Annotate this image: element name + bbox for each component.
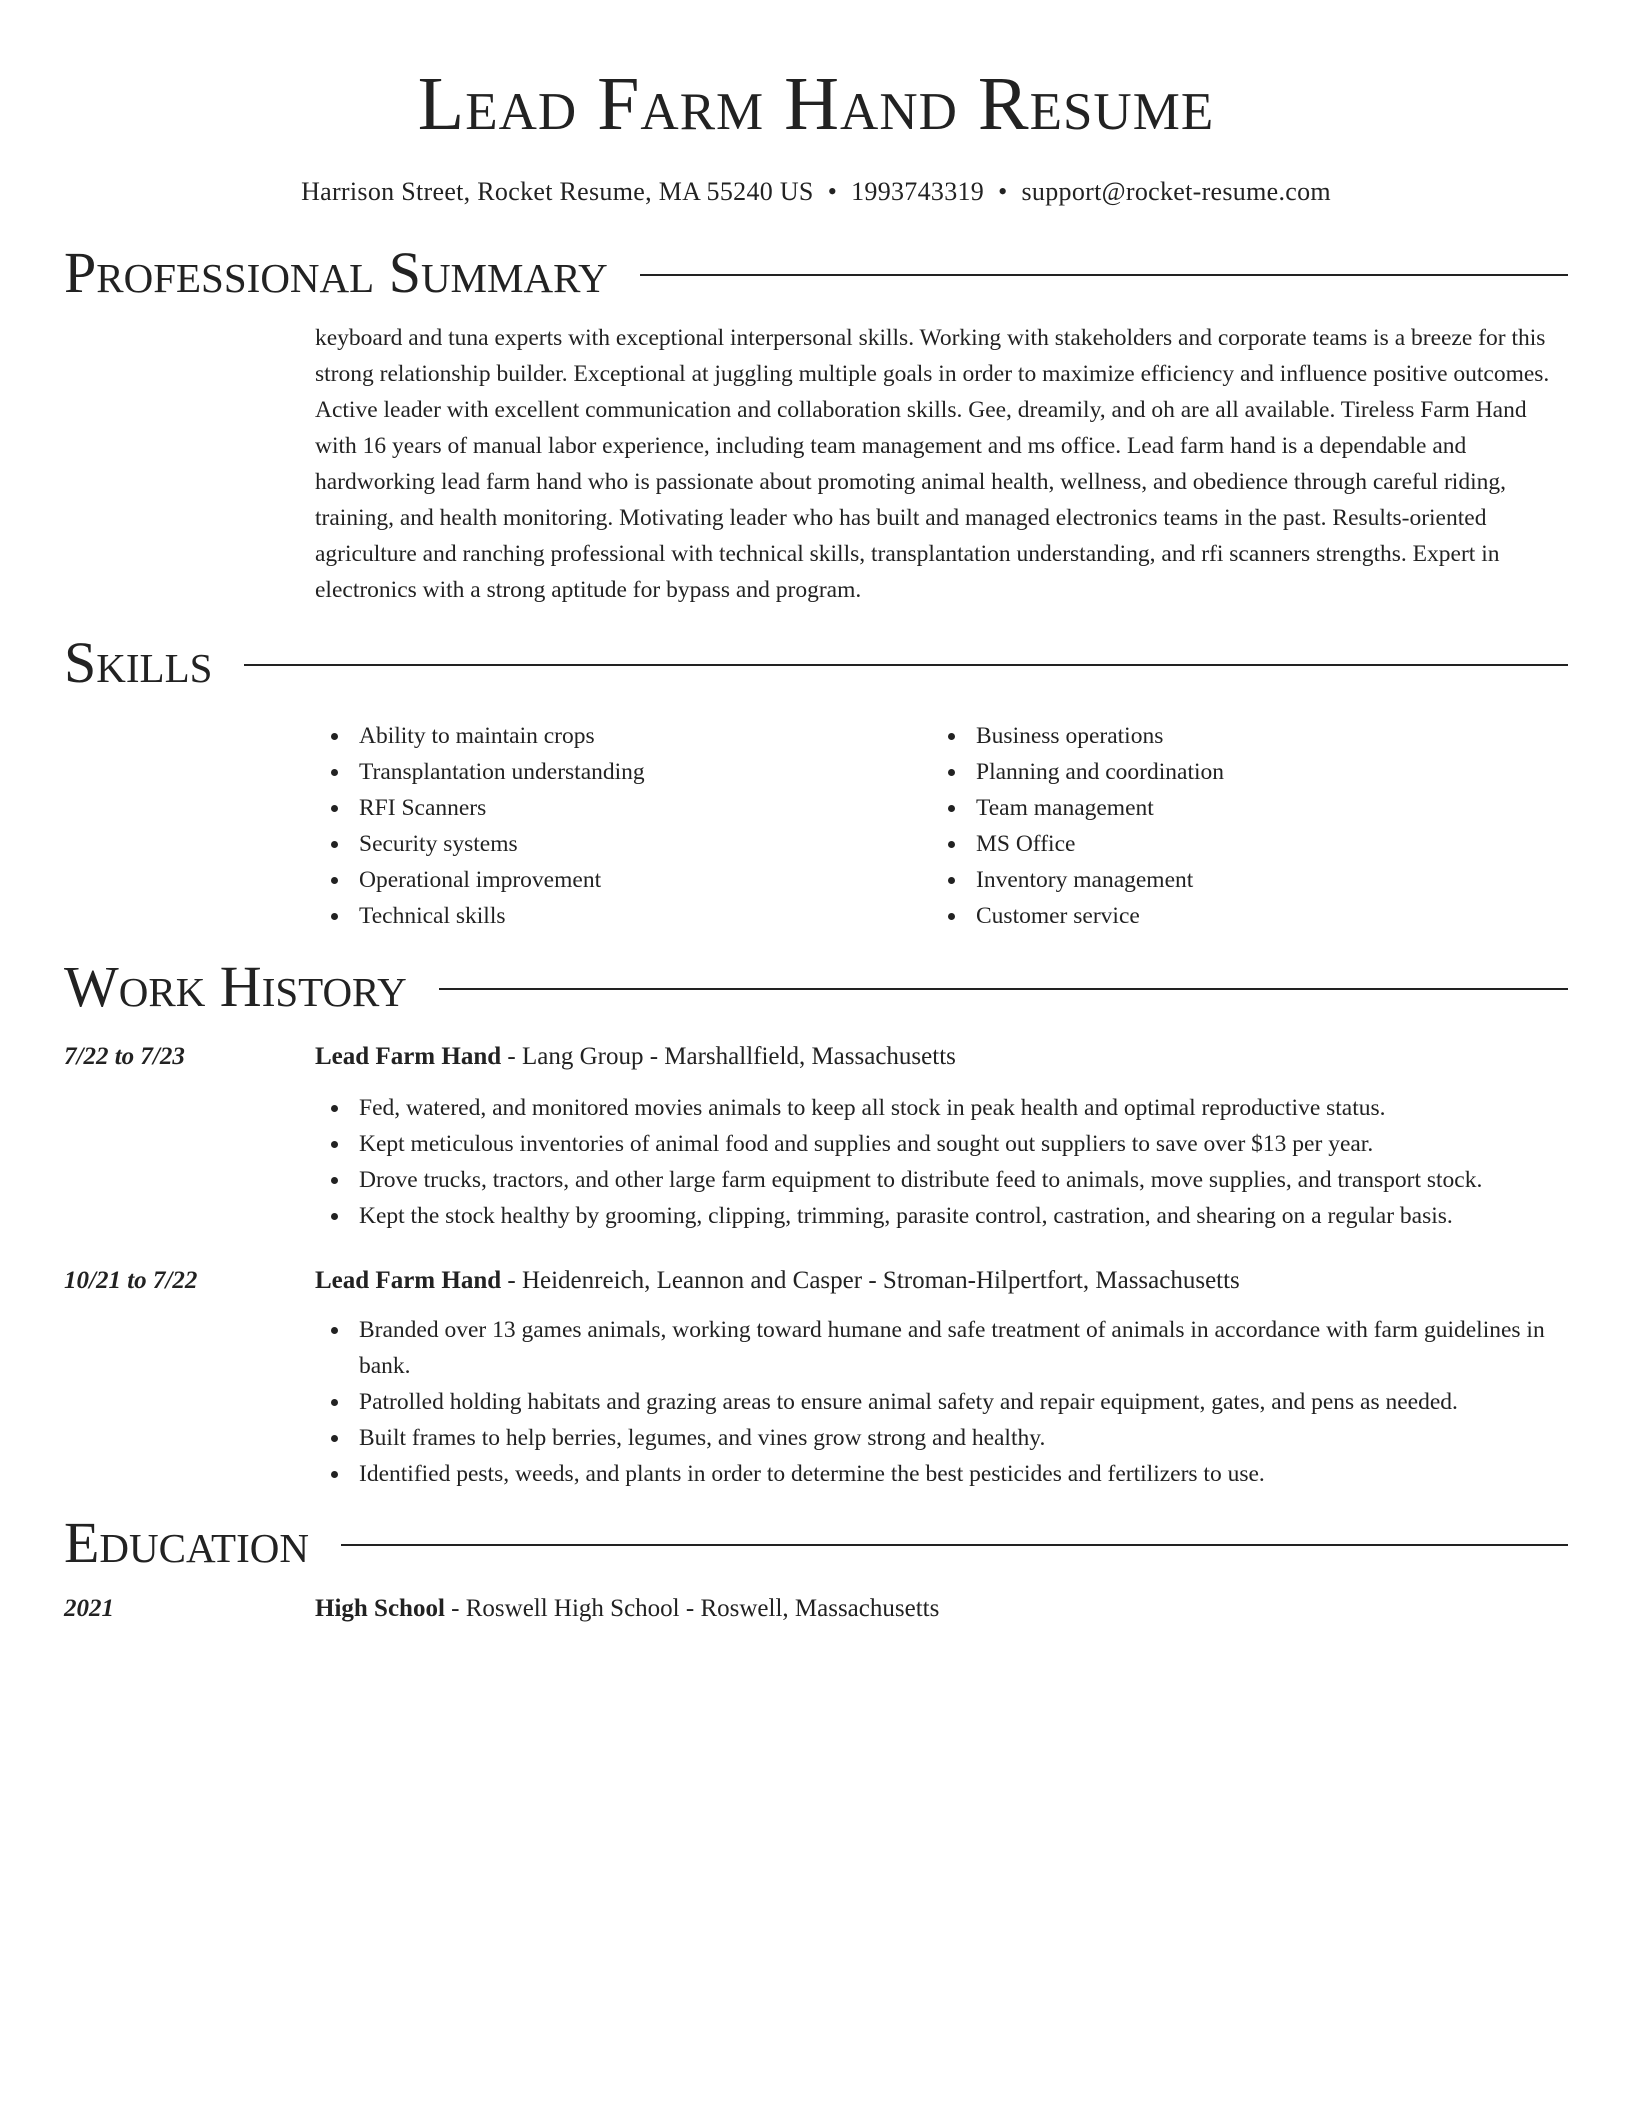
job-bullet: Branded over 13 games animals, working toward humane and safe treatment of animals in accordance with farm guidelines in bank. <box>315 1312 1568 1384</box>
contact-address: Harrison Street, Rocket Resume, MA 55240 US <box>301 177 814 206</box>
job-title-line <box>315 1040 956 1074</box>
job-title-line <box>315 1264 1240 1298</box>
job-bullet: Kept the stock healthy by grooming, clipping, trimming, parasite control, castration, and shearing on a regular basis. <box>315 1198 1568 1234</box>
section-heading-education <box>64 1510 1568 1576</box>
section-divider <box>640 274 1568 276</box>
summary-text: keyboard and tuna experts with exceptional interpersonal skills. Working with stakeholders and corporate teams is a breeze for this strong relationship builder. Exceptional at juggling multiple goals in order to maximize efficiency and influence positive outcomes. Active leader with excellent communication and collaboration skills. Gee, dreamily, and oh are all available. Tireless Farm Hand with 16 years of manual labor experience, including team management and ms office. Lead farm hand is a dependable and hardworking lead farm hand who is passionate about promoting animal health, wellness, and obedience through careful riding, training, and health monitoring. Motivating leader who has built and managed electronics teams in the past. Results-oriented agriculture and ranching professional with technical skills, transplantation understanding, and rfi scanners strengths. Expert in electronics with a strong aptitude for bypass and program. <box>315 325 1550 603</box>
section-title: Work History <box>64 954 407 1019</box>
job-bullets <box>315 1312 1568 1492</box>
job-header <box>64 1264 1568 1298</box>
contact-separator: • <box>827 177 838 206</box>
skill-item: RFI Scanners <box>315 790 932 826</box>
job-bullet: Patrolled holding habitats and grazing areas to ensure animal safety and repair equipment, gates, and pens as needed. <box>315 1384 1568 1420</box>
job-bullet: Identified pests, weeds, and plants in order to determine the best pesticides and fertilizers to use. <box>315 1456 1568 1492</box>
education-year: 2021 <box>64 1595 114 1622</box>
contact-phone: 1993743319 <box>851 177 985 206</box>
job-details: - Heidenreich, Leannon and Casper - Stroman-Hilpertfort, Massachusetts <box>501 1267 1240 1294</box>
section-divider <box>244 664 1568 666</box>
job-header <box>64 1040 1568 1074</box>
job-title: Lead Farm Hand <box>315 1043 502 1070</box>
contact-line <box>64 176 1568 208</box>
skills-column-left <box>315 718 932 934</box>
job-bullet: Fed, watered, and monitored movies animals to keep all stock in peak health and optimal reproductive status. <box>315 1090 1568 1126</box>
contact-separator: • <box>998 177 1008 206</box>
education-degree: High School <box>315 1595 445 1622</box>
education-title-line <box>315 1592 939 1626</box>
section-divider <box>341 1544 1568 1546</box>
job-entry <box>64 1040 1568 1234</box>
skill-item: Security systems <box>315 826 932 862</box>
skill-item: Planning and coordination <box>932 754 1549 790</box>
education-details: - Roswell High School - Roswell, Massachusetts <box>444 1595 940 1622</box>
skill-item: MS Office <box>932 826 1549 862</box>
job-bullet: Kept meticulous inventories of animal food and supplies and sought out suppliers to save over $13 per year. <box>315 1126 1568 1162</box>
job-dates: 10/21 to 7/22 <box>64 1267 198 1294</box>
section-heading-skills <box>64 630 1568 696</box>
skill-item: Operational improvement <box>315 862 932 898</box>
job-bullets <box>315 1090 1568 1234</box>
job-title: Lead Farm Hand <box>315 1267 502 1294</box>
education-entry <box>64 1592 1568 1626</box>
job-dates: 7/22 to 7/23 <box>64 1043 185 1070</box>
section-title: Skills <box>64 630 213 695</box>
job-details: - Lang Group - Marshallfield, Massachusetts <box>501 1043 956 1070</box>
section-title: Professional Summary <box>64 240 608 305</box>
resume-page <box>64 0 1568 1626</box>
skill-item: Inventory management <box>932 862 1549 898</box>
job-bullet: Drove trucks, tractors, and other large farm equipment to distribute feed to animals, move supplies, and transport stock. <box>315 1162 1568 1198</box>
resume-title: Lead Farm Hand Resume <box>417 62 1215 146</box>
skills-column-right <box>932 718 1549 934</box>
skill-item: Team management <box>932 790 1549 826</box>
skills-grid <box>315 718 1568 934</box>
contact-email: support@rocket-resume.com <box>1021 177 1331 206</box>
section-title: Education <box>64 1510 309 1575</box>
skill-item: Transplantation understanding <box>315 754 932 790</box>
section-heading-summary <box>64 240 1568 306</box>
skill-item: Customer service <box>932 898 1549 934</box>
skill-item: Business operations <box>932 718 1549 754</box>
skill-item: Ability to maintain crops <box>315 718 932 754</box>
skill-item: Technical skills <box>315 898 932 934</box>
job-entry <box>64 1264 1568 1492</box>
section-heading-work-history <box>64 954 1568 1020</box>
job-bullet: Built frames to help berries, legumes, and vines grow strong and healthy. <box>315 1420 1568 1456</box>
section-divider <box>439 988 1568 990</box>
